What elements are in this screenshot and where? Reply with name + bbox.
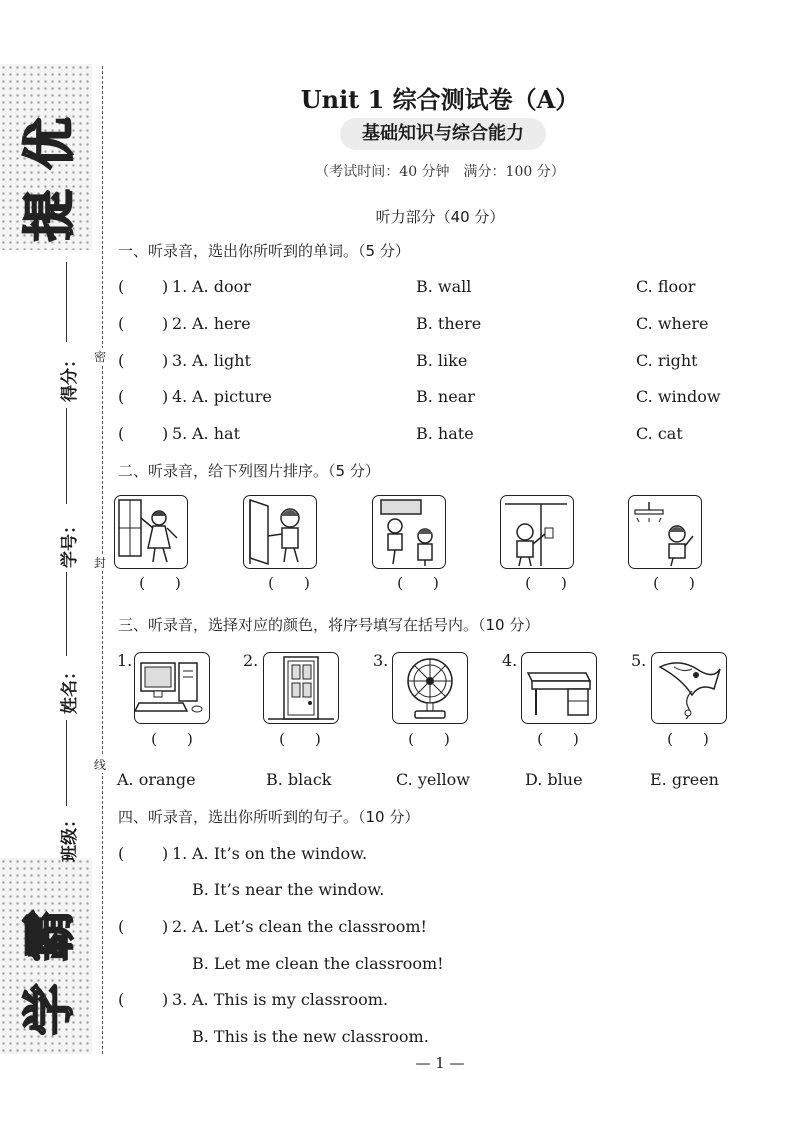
color-option: B. black — [266, 770, 332, 789]
option-a: A. light — [192, 351, 251, 370]
door-icon — [264, 653, 338, 723]
option-c: C. right — [636, 351, 698, 370]
picture-computer — [134, 652, 210, 724]
window-girl-icon — [115, 496, 187, 568]
option-a: A. door — [192, 277, 251, 296]
question-number: 3. — [172, 351, 188, 370]
sentence-option-b: B. This is the new classroom. — [192, 1027, 429, 1046]
picture-opening-window — [114, 495, 188, 569]
option-b: B. like — [416, 351, 468, 370]
answer-blank[interactable]: ( ) — [118, 917, 169, 936]
color-option: E. green — [650, 770, 719, 789]
option-c: C. floor — [636, 277, 696, 296]
question-row — [118, 387, 738, 409]
answer-blank[interactable]: ( ) — [279, 730, 321, 748]
fan-icon — [393, 653, 467, 723]
question-row — [118, 990, 518, 1012]
desk-icon — [522, 653, 596, 723]
seal-char-3: 线 — [94, 758, 107, 772]
brand-char-2: 优 — [20, 117, 81, 170]
picture-kite — [651, 652, 727, 724]
picture-fan — [392, 652, 468, 724]
section-2-heading: 二、听录音，给下列图片排序。（5 分） — [118, 462, 380, 480]
question-row — [118, 277, 738, 299]
brand-char-1: 提 — [20, 189, 81, 242]
picture-teachers-desk — [521, 652, 597, 724]
cleaning-kids-icon — [373, 496, 445, 568]
brand-char-3: 学 — [20, 983, 81, 1036]
question-number: 3. — [172, 990, 188, 1009]
answer-blank[interactable]: ( ) — [667, 730, 709, 748]
student-no-label: 学号： — [60, 517, 80, 568]
option-b: B. wall — [416, 277, 472, 296]
student-no-line — [66, 408, 67, 504]
question-number: 1. — [172, 277, 188, 296]
score-label: 得分： — [60, 351, 80, 402]
option-c: C. window — [636, 387, 721, 406]
option-a: A. picture — [192, 387, 272, 406]
question-number: 2. — [172, 314, 188, 333]
answer-blank[interactable]: ( ) — [151, 730, 193, 748]
answer-blank[interactable]: ( ) — [653, 574, 695, 592]
option-c: C. cat — [636, 424, 683, 443]
color-option: C. yellow — [396, 770, 470, 789]
option-a: A. here — [192, 314, 251, 333]
picture-door — [263, 652, 339, 724]
question-row — [118, 917, 518, 939]
section-4-heading: 四、听录音，选出你所听到的句子。（10 分） — [118, 808, 420, 826]
question-row — [118, 844, 518, 866]
answer-blank[interactable]: ( ) — [118, 277, 169, 296]
sentence-option-a: A. It’s on the window. — [192, 844, 368, 863]
sentence-option-a: A. Let’s clean the classroom! — [192, 917, 427, 936]
page-subtitle: 基础知识与综合能力 — [340, 118, 546, 150]
page-title: Unit 1 综合测试卷（A） — [300, 85, 580, 114]
listening-heading: 听力部分（40 分） — [375, 208, 505, 226]
item-number: 2. — [243, 651, 259, 670]
item-number: 3. — [373, 651, 389, 670]
answer-blank[interactable]: ( ) — [118, 387, 169, 406]
item-number: 5. — [631, 651, 647, 670]
item-number: 4. — [502, 651, 518, 670]
question-row — [118, 314, 738, 336]
name-label: 姓名： — [60, 663, 80, 714]
question-row — [118, 424, 738, 446]
answer-blank[interactable]: ( ) — [118, 844, 169, 863]
answer-blank[interactable]: ( ) — [118, 424, 169, 443]
question-number: 5. — [172, 424, 188, 443]
kite-icon — [652, 653, 726, 723]
option-b: B. hate — [416, 424, 474, 443]
section-3-heading: 三、听录音，选择对应的颜色，将序号填写在括号内。（10 分） — [118, 616, 540, 634]
class-label: 班级： — [60, 811, 80, 862]
picture-opening-door — [243, 495, 317, 569]
answer-blank[interactable]: ( ) — [118, 990, 169, 1009]
answer-blank[interactable]: ( ) — [397, 574, 439, 592]
seal-char-1: 密 — [94, 350, 107, 364]
answer-blank[interactable]: ( ) — [268, 574, 310, 592]
color-option: A. orange — [117, 770, 196, 789]
picture-turning-on-light — [500, 495, 574, 569]
section-1-heading: 一、听录音，选出你所听到的单词。（5 分） — [118, 242, 410, 260]
answer-blank[interactable]: ( ) — [525, 574, 567, 592]
exam-info: （考试时间：40 分钟 满分：100 分） — [315, 164, 565, 180]
option-b: B. there — [416, 314, 482, 333]
computer-icon — [135, 653, 209, 723]
answer-blank[interactable]: ( ) — [118, 351, 169, 370]
color-option: D. blue — [525, 770, 583, 789]
name-line — [66, 572, 67, 656]
seal-char-2: 封 — [94, 556, 107, 570]
picture-turning-on-fan — [628, 495, 702, 569]
door-boy-icon — [244, 496, 316, 568]
sentence-option-b: B. It’s near the window. — [192, 880, 385, 899]
sentence-option-a: A. This is my classroom. — [192, 990, 389, 1009]
light-switch-icon — [501, 496, 573, 568]
sentence-option-b: B. Let me clean the classroom! — [192, 954, 444, 973]
page-number: — 1 — — [415, 1054, 465, 1072]
ceiling-fan-icon — [629, 496, 701, 568]
option-c: C. where — [636, 314, 709, 333]
question-number: 1. — [172, 844, 188, 863]
class-line — [66, 720, 67, 806]
option-a: A. hat — [192, 424, 240, 443]
answer-blank[interactable]: ( ) — [408, 730, 450, 748]
option-b: B. near — [416, 387, 475, 406]
picture-cleaning-board — [372, 495, 446, 569]
question-number: 4. — [172, 387, 188, 406]
score-line — [66, 262, 67, 342]
item-number: 1. — [117, 651, 133, 670]
question-number: 2. — [172, 917, 188, 936]
answer-blank[interactable]: ( ) — [139, 574, 181, 592]
question-row — [118, 351, 738, 373]
answer-blank[interactable]: ( ) — [537, 730, 579, 748]
answer-blank[interactable]: ( ) — [118, 314, 169, 333]
brand-char-4: 霸 — [20, 909, 81, 962]
